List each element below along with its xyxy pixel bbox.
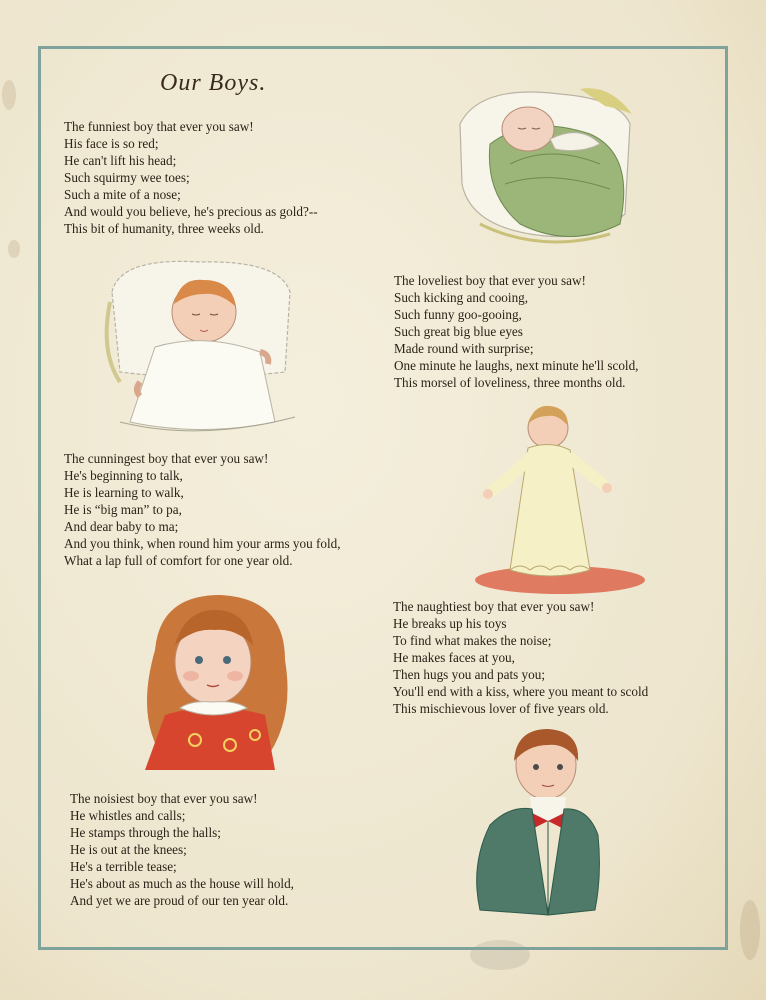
poem-title: Our Boys. [160, 70, 267, 96]
stanza-4 [393, 598, 648, 717]
poem-line: His face is so red; [64, 136, 159, 151]
poem-line: The cunningest boy that ever you saw! [64, 451, 269, 466]
poem-line: He whistles and calls; [70, 808, 186, 823]
long-haired-child-illustration [135, 590, 300, 775]
stanza-2 [394, 272, 638, 391]
baby-in-bed-illustration [100, 252, 300, 442]
poem-line: The loveliest boy that ever you saw! [394, 273, 586, 288]
poem-line: Such kicking and cooing, [394, 290, 529, 305]
poem-line: He's about as much as the house will hold, [70, 876, 294, 891]
poem-line: This mischievous lover of five years old. [393, 701, 609, 716]
poem-line: He makes faces at you, [393, 650, 515, 665]
poem-line: The funniest boy that ever you saw! [64, 119, 254, 134]
poem-line: Such great big blue eyes [394, 324, 523, 339]
stanza-3 [64, 450, 341, 569]
poem-line: Such a mite of a nose; [64, 187, 181, 202]
poem-line: He's beginning to talk, [64, 468, 183, 483]
stanza-5 [70, 790, 294, 909]
poem-line: He is out at the knees; [70, 842, 187, 857]
poem-line: Then hugs you and pats you; [393, 667, 546, 682]
poem-line: He breaks up his toys [393, 616, 507, 631]
poem-line: He's a terrible tease; [70, 859, 177, 874]
stain [740, 900, 760, 960]
stain [2, 80, 16, 110]
stain [8, 240, 20, 258]
poem-line: And dear baby to ma; [64, 519, 179, 534]
poem-line: This morsel of loveliness, three months old. [394, 375, 626, 390]
newborn-baby-illustration [450, 84, 640, 254]
stanza-1 [64, 118, 318, 237]
poem-line: This bit of humanity, three weeks old. [64, 221, 264, 236]
poem-line: And would you believe, he's precious as gold?-- [64, 204, 318, 219]
poem-line: The naughtiest boy that ever you saw! [393, 599, 595, 614]
poem-line: To find what makes the noise; [393, 633, 552, 648]
poem-line: You'll end with a kiss, where you meant to scold [393, 684, 649, 699]
poem-line: One minute he laughs, next minute he'll scold, [394, 358, 639, 373]
poem-line: The noisiest boy that ever you saw! [70, 791, 258, 806]
poem-line: And yet we are proud of our ten year old. [70, 893, 289, 908]
poem-line: Made round with surprise; [394, 341, 534, 356]
poem-line: Such squirmy wee toes; [64, 170, 190, 185]
poem-line: And you think, when round him your arms you fold, [64, 536, 341, 551]
boy-green-jacket-illustration [470, 725, 605, 920]
poem-line: He is learning to walk, [64, 485, 184, 500]
toddler-standing-illustration [460, 400, 650, 595]
poem-line: He can't lift his head; [64, 153, 177, 168]
poem-line: What a lap full of comfort for one year old. [64, 553, 293, 568]
poem-line: He stamps through the halls; [70, 825, 221, 840]
poem-line: Such funny goo-gooing, [394, 307, 522, 322]
poem-line: He is “big man” to pa, [64, 502, 182, 517]
